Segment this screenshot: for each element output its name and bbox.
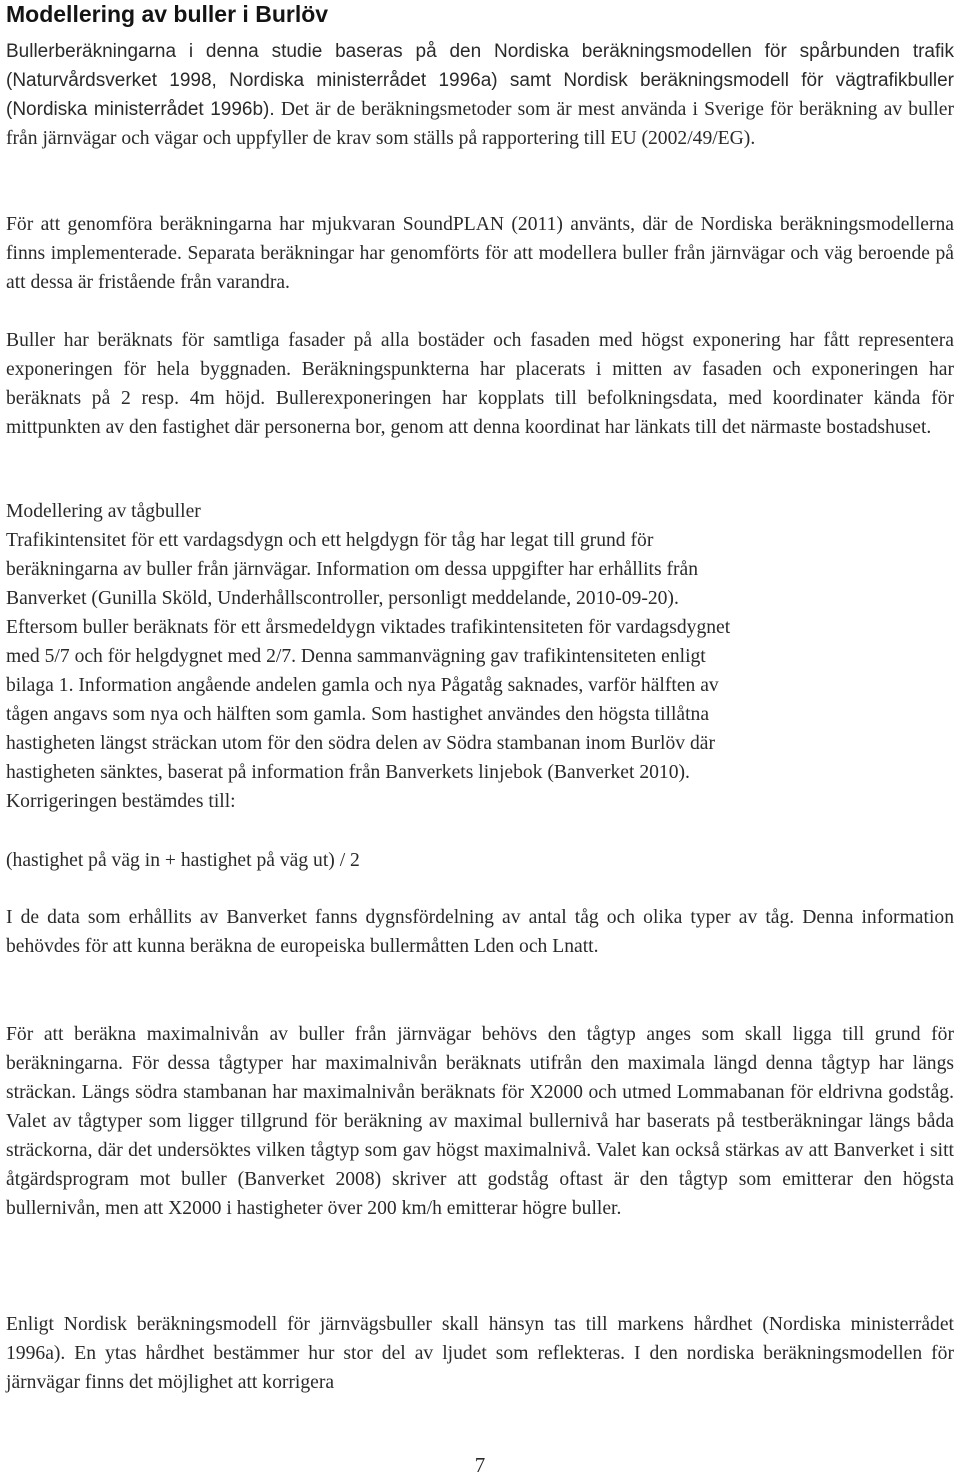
subheading: Modellering av tågbuller — [6, 501, 201, 522]
section-heading: Modellering av buller i Burlöv — [6, 1, 329, 27]
train-line: Eftersom buller beräknats för ett årsmedeldygn viktades trafikintensiteten för vardagsdygnet — [6, 617, 731, 638]
paragraph-sans-part: Bullerberäkningarna i denna studie baseras på den Nordiska beräkningsmodellen för spårbunden trafik (Naturvårdsverket 1998, Nordiska ministerrådet 1996a) samt Nordisk beräkningsmodell för vägtrafikbuller (Nordiska ministerrådet 1996b). — [6, 41, 954, 120]
paragraph-text: Buller har beräknats för samtliga fasader på alla bostäder och fasaden med högst exponering har fått representera exponeringen för hela byggnaden. Beräkningspunkterna har placerats i mitten av fasaden och exponeringen har beräknats på 2 resp. 4m höjd. Bullerexponeringen har kopplats till befolkningsdata, med koordinater kända för mittpunkten av den fastighet där personerna bor, genom att denna koordinat har länkats till det närmaste bostadshuset. — [6, 330, 954, 438]
formula-text: (hastighet på väg in + hastighet på väg ut) / 2 — [6, 850, 360, 871]
paragraph-text: I de data som erhållits av Banverket fanns dygnsfördelning av antal tåg och olika typer av tåg. Denna information behövdes för att kunna beräkna de europeiska bullermåtten Lden och Lnatt. — [6, 907, 954, 957]
paragraph-text — [6, 37, 954, 153]
train-line: tågen angavs som nya och hälften som gamla. Som hastighet användes den högsta tillåtna — [6, 704, 710, 725]
paragraph-maximal-level — [6, 1020, 954, 1223]
formula — [6, 846, 954, 875]
paragraph-text: För att beräkna maximalnivån av buller från järnvägar behövs den tågtyp anges som skall ligga till grund för beräkningarna. För dessa tågtyper har maximalnivån beräknats utifrån den maximala längd denna tågtyp har längs sträckan. Längs södra stambanan har maximalnivån beräknats för X2000 och utmed Lommabanan för eldrivna godståg. Valet av tågtyper som ligger tillgrund för beräkning av maximal bullernivå har baserats på testberäkningar längs båda sträckorna, där det undersöktes vilken tågtyp som gav högst maximalnivå. Valet kan också stärkas av att Banverket i sitt åtgärdsprogram mot buller (Banverket 2008) skriver att godståg oftast är den tågtyp som emitterar den högsta bullernivån, men att X2000 i hastigheter över 200 km/h emitterar högre buller. — [6, 1024, 954, 1219]
paragraph-text: För att genomföra beräkningarna har mjukvaran SoundPLAN (2011) använts, där de Nordiska beräkningsmodellerna finns implementerade. Separata beräkningar har genomförts för att modellera buller från järnvägar och väg beroende på att dessa är fristående från varandra. — [6, 214, 954, 293]
paragraph-dygnsfordelning — [6, 903, 954, 961]
train-line: Trafikintensitet för ett vardagsdygn och ett helgdygn för tåg har legat till grund för — [6, 530, 654, 551]
train-line: Korrigeringen bestämdes till: — [6, 791, 236, 812]
page-number: 7 — [474, 1453, 486, 1477]
paragraph-ground-hardness — [6, 1310, 954, 1397]
paragraph-serif-part: Det är de beräkningsmetoder som är mest använda i Sverige för beräkning av buller från järnvägar och vägar och uppfyller de krav som ställs på rapportering till EU (2002/49/EG). — [6, 99, 954, 149]
paragraph-facades — [6, 326, 954, 442]
paragraph-soundplan — [6, 210, 954, 297]
train-line: hastigheten längst sträckan utom för den södra delen av Södra stambanan inom Burlöv där — [6, 733, 716, 754]
train-line: beräkningarna av buller från järnvägar. Information om dessa uppgifter har erhållits från — [6, 559, 699, 580]
train-line: Banverket (Gunilla Sköld, Underhållscontroller, personligt meddelande, 2010-09-20). — [6, 588, 679, 609]
train-line: med 5/7 och för helgdygnet med 2/7. Denna sammanvägning gav trafikintensiteten enligt — [6, 646, 706, 667]
subsection-train-noise — [6, 497, 954, 816]
paragraph-text: Enligt Nordisk beräkningsmodell för järnvägsbuller skall hänsyn tas till markens hårdhet (Nordiska ministerrådet 1996a). En ytas hårdhet bestämmer hur stor del av ljudet som reflekteras. I den nordiska beräkningsmodellen för järnvägar finns det möjlighet att korrigera — [6, 1314, 954, 1393]
train-line: hastigheten sänktes, baserat på information från Banverkets linjebok (Banverket 2010). — [6, 762, 690, 783]
paragraph-calculation-models — [6, 37, 954, 153]
train-line: bilaga 1. Information angående andelen gamla och nya Pågatåg saknades, varför hälften av — [6, 675, 719, 696]
